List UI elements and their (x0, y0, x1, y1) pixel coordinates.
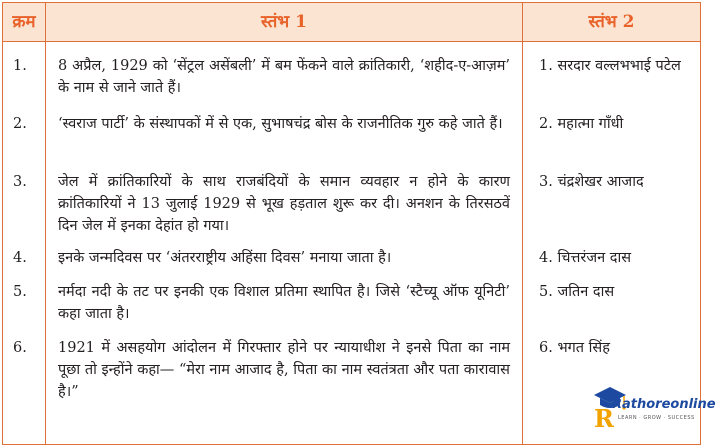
row-3-number: 3. (13, 174, 27, 190)
row-6-description: 1921 में असहयोग आंदोलन में गिरफ्तार होने पर न्यायाधीश ने इनसे पिता का नाम पूछा तो इन्होंने कहा— “मेरा नाम आजाद है, पिता का नाम स्वतंत्रता और पता कारावास है।” (58, 340, 510, 400)
row-6-number: 6. (13, 340, 27, 356)
row-1-number: 1. (13, 58, 27, 74)
table-header (3, 3, 700, 41)
row-4-description: इनके जन्मदिवस पर ‘अंतरराष्ट्रीय अहिंसा दिवस’ मनाया जाता है। (58, 250, 392, 266)
row-3-description: जेल में क्रांतिकारियों के साथ राजबंदियों के समान व्यवहार न होने के कारण क्रांतिकारियों ने 13 जुलाई 1929 से भूख हड़ताल शुरू कर दी। अनशन के तिरसठवें दिन जेल में इनका देहांत हो गया। (58, 174, 510, 234)
row-2-match: 2. महात्मा गाँधी (539, 116, 624, 132)
header-serial: क्रम (12, 12, 36, 32)
row-5-number: 5. (13, 284, 27, 300)
row-1-match: 1. सरदार वल्लभभाई पटेल (539, 58, 681, 74)
rathoreonline-logo (590, 381, 716, 433)
row-5-match: 5. जतिन दास (539, 284, 615, 300)
row-2-number: 2. (13, 116, 27, 132)
row-4-number: 4. (13, 250, 27, 266)
row-4-match: 4. चित्तरंजन दास (539, 250, 632, 266)
column-divider-2 (522, 3, 523, 444)
row-6-match: 6. भगत सिंह (539, 340, 610, 356)
svg-text:R: R (594, 404, 614, 433)
header-column-1: स्तंभ 1 (260, 12, 307, 32)
column-divider-1 (45, 3, 46, 444)
header-divider (3, 41, 700, 42)
header-column-2: स्तंभ 2 (588, 12, 635, 32)
matching-table (2, 2, 701, 445)
row-2-description: ‘स्वराज पार्टी’ के संस्थापकों में से एक, सुभाषचंद्र बोस के राजनीतिक गुरु कहे जाते हैं। (58, 116, 503, 132)
row-3-match: 3. चंद्रशेखर आजाद (539, 174, 644, 190)
logo-tagline: LEARN · GROW · SUCCESS (618, 415, 695, 421)
logo-brand-text: Rathoreonline (612, 397, 716, 412)
row-5-description: नर्मदा नदी के तट पर इनकी एक विशाल प्रतिमा स्थापित है। जिसे ‘स्टैच्यू ऑफ यूनिटी’ कहा जाता है। (58, 284, 510, 322)
row-1-description: 8 अप्रैल, 1929 को ‘सेंट्रल असेंबली’ में बम फेंकने वाले क्रांतिकारी, ‘शहीद-ए-आज़म’ के नाम से जाने जाते हैं। (58, 58, 510, 96)
